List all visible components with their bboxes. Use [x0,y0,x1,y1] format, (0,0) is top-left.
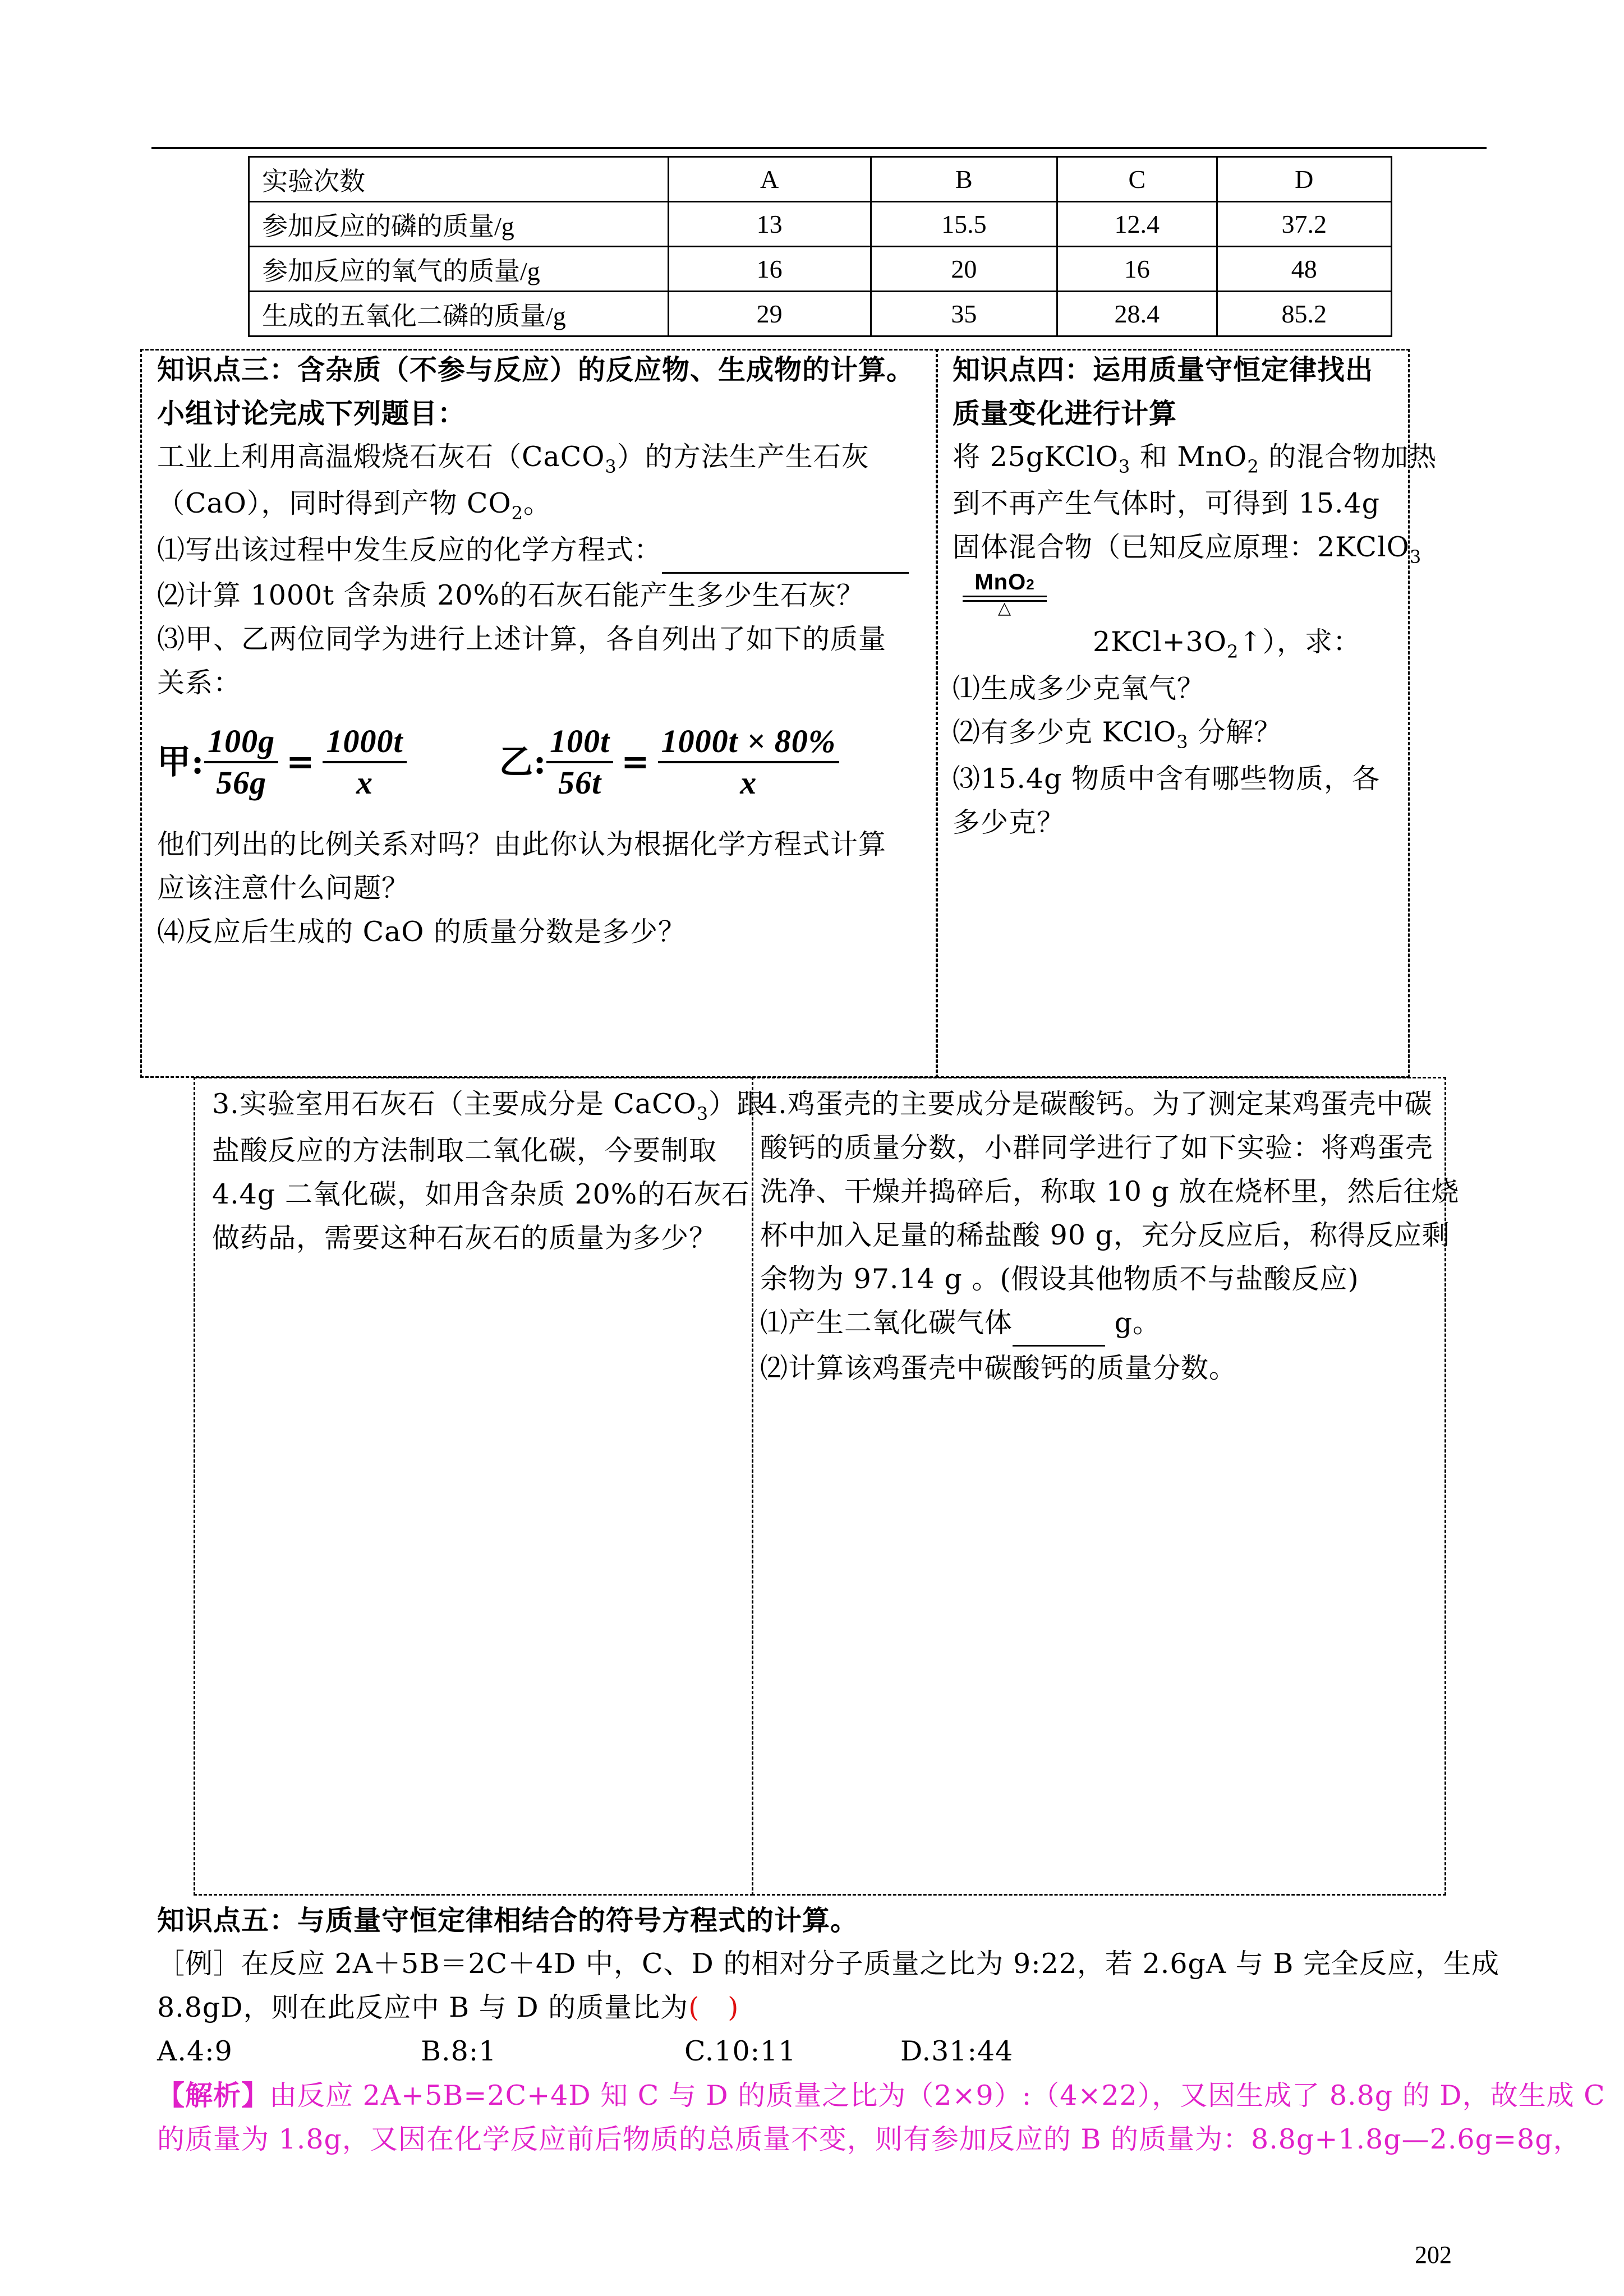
problem4-line: 余物为 97.14 g 。(假设其他物质不与盐酸反应) [760,1263,1359,1295]
table-cell: 48 [1217,247,1391,292]
table-cell: B [871,157,1057,202]
table-cell: 16 [668,247,871,292]
kp4-title: 质量变化进行计算 [953,397,1177,430]
kp4-q3: ⑶15.4g 物质中含有哪些物质，各 [953,763,1381,795]
problem4-line: 4.鸡蛋壳的主要成分是碳酸钙。为了测定某鸡蛋壳中碳 [760,1088,1433,1120]
proportion-formulas: 甲: $\frac{100g}{56g}$ = $\frac{1000t}{x}$ 乙: $\frac{100t}{56t}$ = $\frac{1000t \times 80\%}{x}$ [157,711,914,823]
table-cell: 实验次数 [249,157,669,202]
table-cell: C [1057,157,1217,202]
kp4-title: 知识点四：运用质量守恒定律找出 [953,353,1374,386]
kp4-line: 到不再产生气体时，可得到 15.4g [953,487,1381,519]
problem3-content [212,1082,765,1260]
table-cell: 生成的五氧化二磷的质量/g [249,292,669,336]
problem4-q1: ⑴产生二氧化碳气体 g。 [760,1301,1459,1347]
problem4-line: 洗净、干燥并捣碎后，称取 10 g 放在烧杯里，然后往烧 [760,1175,1460,1207]
option-d: D.31:44 [900,2035,1014,2067]
experiment-table [248,156,1392,337]
table-cell: 85.2 [1217,292,1391,336]
table-cell: 15.5 [871,202,1057,247]
table-cell: 参加反应的氧气的质量/g [249,247,669,292]
kp4-q2: ⑵有多少克 KClO$_3$ 分解？ [953,716,1282,753]
problem4-line: 杯中加入足量的稀盐酸 90 g，充分反应后，称得反应剩 [760,1219,1450,1251]
kp3-q2: ⑵计算 1000t 含杂质 20%的石灰石能产生多少生石灰？ [157,579,865,611]
answer-blank [1013,1301,1105,1347]
kp3-q3: 关系： [157,667,242,699]
problem4-line: 酸钙的质量分数，小群同学进行了如下实验：将鸡蛋壳 [760,1132,1434,1164]
kp3-q3: 应该注意什么问题？ [157,872,410,904]
fraction: $\frac{100t}{56t}$ [546,722,613,803]
kp3-subtitle: 小组讨论完成下列题目： [157,397,466,430]
table-cell: A [668,157,871,202]
kp4-content [953,348,1437,845]
table-row [249,202,1392,247]
table-cell: 20 [871,247,1057,292]
kp5-example: ［例］在反应 2A＋5B＝2C＋4D 中，C、D 的相对分子质量之比为 9:22，若 2.6gA 与 B 完全反应，生成 [157,1948,1499,1980]
kp4-q1: ⑴生成多少克氧气？ [953,672,1206,704]
table-row [249,247,1392,292]
kp5-analysis: 【解析】由反应 2A+5B=2C+4D 知 C 与 D 的质量之比为（2×9）:（4×22），又因生成了 8.8g 的 D，故生成 C [157,2079,1605,2111]
table-cell: 参加反应的磷的质量/g [249,202,669,247]
option-a: A.4:9 [157,2035,233,2067]
answer-parens: ( ) [688,1991,739,2023]
kp3-q1: ⑴写出该过程中发生反应的化学方程式： [157,528,914,574]
kp5-content [157,1898,1605,2161]
kp4-line: 将 25gKClO$_3$ 和 MnO$_2$ 的混合物加热 [953,441,1437,477]
problem4-content [760,1082,1459,1390]
kp3-q3: 他们列出的比例关系对吗？由此你认为根据化学方程式计算 [157,828,887,860]
yi-label: 乙: [499,743,547,782]
top-rule [151,147,1487,149]
table-cell: 35 [871,292,1057,336]
problem3-line: 做药品，需要这种石灰石的质量为多少？ [212,1222,717,1254]
kp5-options [157,2030,1605,2073]
table-row [249,292,1392,336]
table-header-row [249,157,1392,202]
problem3-line: 3.实验室用石灰石（主要成分是 CaCO$_3$）跟 [212,1088,765,1124]
table-cell: 28.4 [1057,292,1217,336]
kp3-q3: ⑶甲、乙两位同学为进行上述计算，各自列出了如下的质量 [157,623,887,655]
option-b: B.8:1 [421,2035,497,2067]
table-cell: 12.4 [1057,202,1217,247]
table-cell: 37.2 [1217,202,1391,247]
kp4-q3: 多少克？ [953,806,1065,838]
kp4-line: $2KCl+3O_2↑$），求： [1093,626,1361,662]
table-cell: 29 [668,292,871,336]
table-cell: D [1217,157,1391,202]
fraction: $\frac{1000t}{x}$ [323,722,406,803]
problem3-line: 盐酸反应的方法制取二氧化碳，今要制取 [212,1135,717,1167]
option-c: C.10:11 [684,2035,797,2067]
kp4-line: 固体混合物（已知反应原理：2KClO$_3$ [953,531,1422,568]
fraction: $\frac{100g}{56g}$ [204,722,278,803]
jia-label: 甲: [157,743,205,782]
table-cell: 16 [1057,247,1217,292]
fraction: $\frac{1000t \times 80\%}{x}$ [658,722,839,803]
kp5-title: 知识点五：与质量守恒定律相结合的符号方程式的计算。 [157,1904,859,1937]
kp3-line: 工业上利用高温煅烧石灰石（CaCO$_3$）的方法生产生石灰 [157,441,869,477]
table-cell: 13 [668,202,871,247]
kp5-analysis: 的质量为 1.8g，又因在化学反应前后物质的总质量不变，则有参加反应的 B 的质量为：8.8g+1.8g—2.6g=8g， [157,2123,1581,2155]
page-number: 202 [1415,2241,1452,2269]
reaction-condition: MnO2 △ [953,572,1437,620]
kp5-example: 8.8gD，则在此反应中 B 与 D 的质量比为( ) [157,1991,739,2023]
kp3-q4: ⑷反应后生成的 CaO 的质量分数是多少？ [157,916,687,948]
kp3-content [157,348,914,954]
answer-blank [662,528,909,574]
kp3-title: 知识点三：含杂质（不参与反应）的反应物、生成物的计算。 [157,353,915,386]
problem3-line: 4.4g 二氧化碳，如用含杂质 20%的石灰石 [212,1178,750,1210]
kp3-line: （CaO），同时得到产物 $CO_2$。 [157,487,551,524]
problem4-q2: ⑵计算该鸡蛋壳中碳酸钙的质量分数。 [760,1352,1237,1384]
